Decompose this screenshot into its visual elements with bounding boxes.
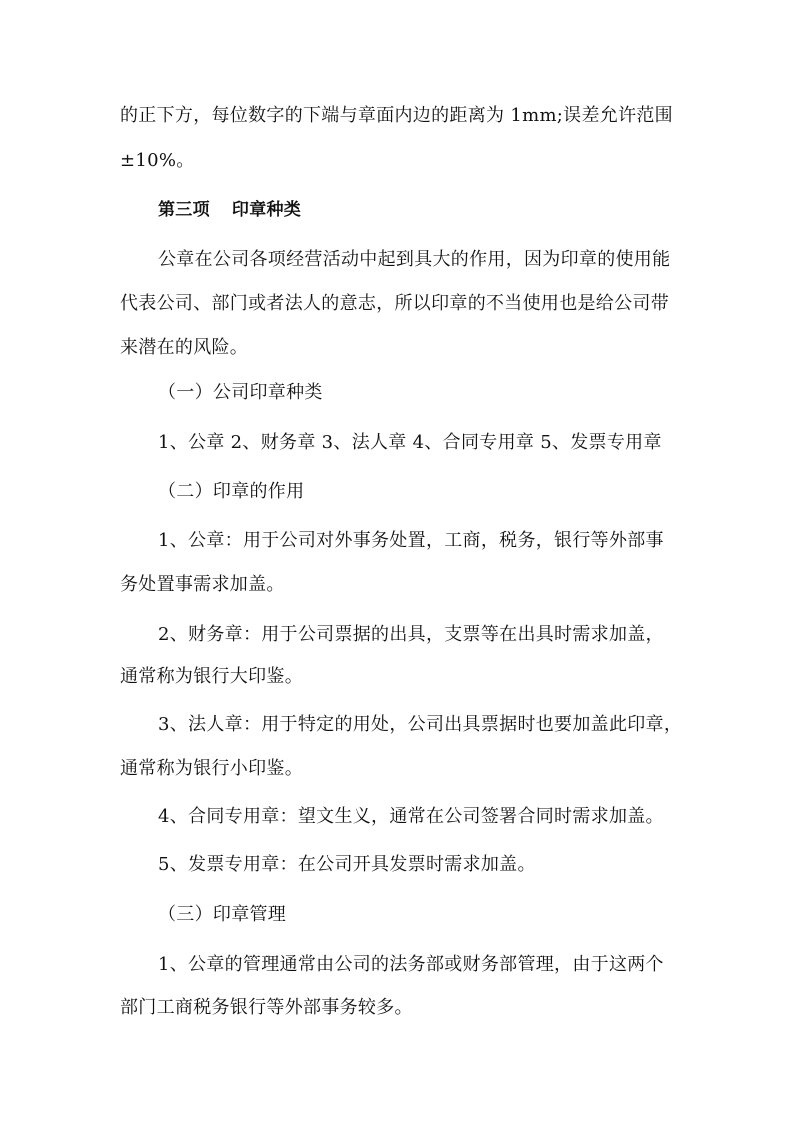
paragraph-line: 来潜在的风险。	[120, 337, 249, 358]
paragraph-line: 通常称为银行大印鉴。	[120, 666, 303, 687]
paragraph-line: 1、公章 2、财务章 3、法人章 4、合同专用章 5、发票专用章	[158, 432, 662, 453]
section-heading	[158, 198, 301, 222]
paragraph-line: ±10%。	[120, 150, 195, 171]
subheading: （二）印章的作用	[158, 481, 305, 502]
paragraph-line: 1、公章的管理通常由公司的法务部或财务部管理，由于这两个	[158, 954, 664, 975]
section-title: 印章种类	[231, 200, 302, 220]
section-number: 第三项	[158, 200, 210, 220]
paragraph-line: 3、法人章：用于特定的用处，公司出具票据时也要加盖此印章，	[158, 714, 683, 735]
paragraph-line: 1、公章：用于公司对外事务处置，工商，税务，银行等外部事	[158, 530, 664, 551]
subheading: （三）印章管理	[158, 904, 287, 925]
paragraph-line: 部门工商税务银行等外部事务较多。	[120, 997, 413, 1018]
paragraph-line: 代表公司、部门或者法人的意志，所以印章的不当使用也是给公司带	[120, 293, 669, 314]
paragraph-line: 2、财务章：用于公司票据的出具，支票等在出具时需求加盖，	[158, 624, 664, 645]
subheading: （一）公司印章种类	[158, 382, 323, 403]
paragraph-line: 通常称为银行小印鉴。	[120, 758, 303, 779]
paragraph-line: 务处置事需求加盖。	[120, 574, 285, 595]
paragraph-line: 4、合同专用章：望文生义，通常在公司签署合同时需求加盖。	[158, 806, 664, 827]
paragraph-line: 的正下方，每位数字的下端与章面内边的距离为 1mm;误差允许范围	[120, 105, 673, 126]
paragraph-line: 5、发票专用章：在公司开具发票时需求加盖。	[158, 854, 536, 875]
paragraph-line: 公章在公司各项经营活动中起到具大的作用，因为印章的使用能	[158, 249, 671, 270]
